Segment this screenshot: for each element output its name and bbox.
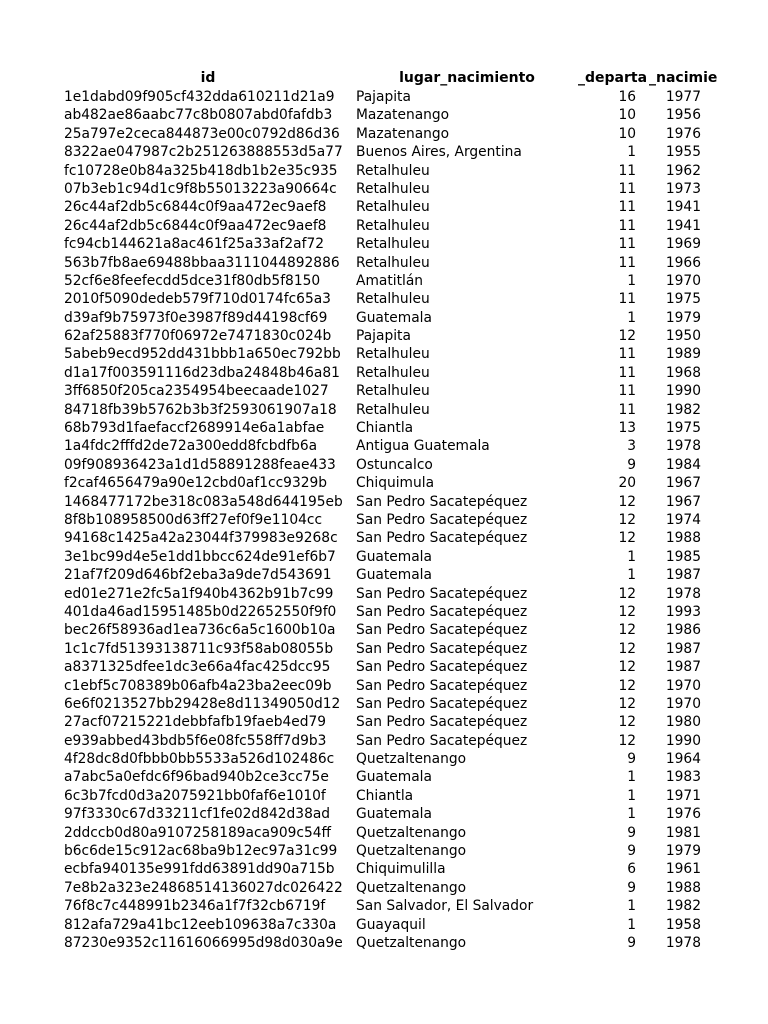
cell-lugar-nacimiento: Quetzaltenango: [356, 843, 467, 860]
table-row: [0, 382, 768, 400]
cell-departamento: 1: [627, 567, 636, 584]
table-row: [0, 677, 768, 695]
cell-lugar-nacimiento: San Pedro Sacatepéquez: [356, 640, 528, 657]
table-row: [0, 842, 768, 860]
cell-nacimiento: 1980: [665, 714, 701, 731]
column-header-departamento: _departa: [578, 70, 648, 86]
table-row: [0, 364, 768, 382]
table-row: [0, 272, 768, 290]
cell-id: 1468477172be318c083a548d644195eb: [64, 493, 343, 510]
table-row: [0, 787, 768, 805]
cell-id: 09f908936423a1d1d58891288feae433: [64, 456, 336, 473]
cell-departamento: 9: [627, 934, 636, 951]
cell-lugar-nacimiento: San Pedro Sacatepéquez: [356, 530, 528, 547]
cell-departamento: 11: [618, 364, 636, 381]
table-row: [0, 217, 768, 235]
cell-nacimiento: 1978: [665, 934, 701, 951]
cell-id: 07b3eb1c94d1c9f8b55013223a90664c: [64, 180, 337, 197]
cell-nacimiento: 1976: [665, 806, 701, 823]
cell-nacimiento: 1978: [665, 438, 701, 455]
cell-departamento: 12: [618, 493, 636, 510]
table-row: [0, 327, 768, 345]
cell-lugar-nacimiento: Pajapita: [356, 328, 411, 345]
cell-nacimiento: 1987: [665, 640, 701, 657]
cell-id: c1ebf5c708389b06afb4a23ba2eec09b: [64, 677, 332, 694]
table-row: [0, 916, 768, 934]
cell-id: 5abeb9ecd952dd431bbb1a650ec792bb: [64, 346, 341, 363]
cell-id: 6e6f0213527bb29428e8d11349050d12: [64, 695, 341, 712]
cell-id: 2010f5090dedeb579f710d0174fc65a3: [64, 291, 331, 308]
cell-departamento: 12: [618, 622, 636, 639]
table-row: [0, 198, 768, 216]
cell-nacimiento: 1993: [665, 603, 701, 620]
cell-lugar-nacimiento: San Salvador, El Salvador: [356, 898, 534, 915]
cell-id: 68b793d1faefaccf2689914e6a1abfae: [64, 420, 325, 437]
table-row: [0, 493, 768, 511]
cell-id: 26c44af2db5c6844c0f9aa472ec9aef8: [64, 217, 327, 234]
table-row: [0, 309, 768, 327]
cell-nacimiento: 1974: [665, 511, 701, 528]
cell-departamento: 11: [618, 217, 636, 234]
cell-id: f2caf4656479a90e12cbd0af1cc9329b: [64, 475, 328, 492]
cell-nacimiento: 1967: [665, 475, 701, 492]
cell-departamento: 12: [618, 511, 636, 528]
cell-nacimiento: 1962: [665, 162, 701, 179]
table-row: [0, 548, 768, 566]
column-header-nacimiento: _nacimie: [649, 70, 718, 86]
cell-lugar-nacimiento: Retalhuleu: [356, 383, 430, 400]
table-row: [0, 603, 768, 621]
cell-departamento: 11: [618, 236, 636, 253]
cell-lugar-nacimiento: Retalhuleu: [356, 291, 430, 308]
cell-id: bec26f58936ad1ea736c6a5c1600b10a: [64, 622, 336, 639]
table-row: [0, 437, 768, 455]
cell-departamento: 11: [618, 180, 636, 197]
cell-departamento: 9: [627, 824, 636, 841]
cell-lugar-nacimiento: San Pedro Sacatepéquez: [356, 695, 528, 712]
cell-id: 6c3b7fcd0d3a2075921bb0faf6e1010f: [64, 787, 326, 804]
cell-id: fc10728e0b84a325b418db1b2e35c935: [64, 162, 338, 179]
cell-id: 7e8b2a323e24868514136027dc026422: [64, 879, 343, 896]
cell-nacimiento: 1967: [665, 493, 701, 510]
cell-lugar-nacimiento: San Pedro Sacatepéquez: [356, 622, 528, 639]
cell-id: 8f8b108958500d63ff27ef0f9e1104cc: [64, 511, 323, 528]
table-row: [0, 585, 768, 603]
cell-departamento: 1: [627, 916, 636, 933]
cell-nacimiento: 1977: [665, 89, 701, 105]
table-row: [0, 621, 768, 639]
table-row: [0, 713, 768, 731]
table-row: [0, 419, 768, 437]
cell-id: 87230e9352c11616066995d98d030a9e: [64, 934, 343, 951]
cell-departamento: 20: [618, 475, 636, 492]
cell-id: 62af25883f770f06972e7471830c024b: [64, 328, 332, 345]
cell-id: 812afa729a41bc12eeb109638a7c330a: [64, 916, 337, 933]
table-row: [0, 456, 768, 474]
cell-lugar-nacimiento: Chiquimulilla: [356, 861, 446, 878]
table-row: [0, 897, 768, 915]
table-row: [0, 640, 768, 658]
cell-id: 76f8c7c448991b2346a1f7f32cb6719f: [64, 898, 326, 915]
cell-lugar-nacimiento: Buenos Aires, Argentina: [356, 144, 522, 161]
cell-departamento: 12: [618, 677, 636, 694]
cell-departamento: 9: [627, 879, 636, 896]
table-row: [0, 768, 768, 786]
cell-nacimiento: 1966: [665, 254, 701, 271]
table-row: [0, 290, 768, 308]
table-row: [0, 805, 768, 823]
table-row: [0, 511, 768, 529]
cell-lugar-nacimiento: San Pedro Sacatepéquez: [356, 714, 528, 731]
cell-lugar-nacimiento: San Pedro Sacatepéquez: [356, 732, 528, 749]
cell-id: 2ddccb0d80a9107258189aca909c54ff: [64, 824, 332, 841]
cell-nacimiento: 1990: [665, 732, 701, 749]
cell-departamento: 10: [618, 107, 636, 124]
cell-id: ed01e271e2fc5a1f940b4362b91b7c99: [64, 585, 334, 602]
cell-id: 4f28dc8d0fbbb0bb5533a526d102486c: [64, 751, 335, 768]
cell-nacimiento: 1985: [665, 548, 701, 565]
cell-departamento: 11: [618, 291, 636, 308]
cell-id: a8371325dfee1dc3e66a4fac425dcc95: [64, 659, 331, 676]
cell-id: 3ff6850f205ca2354954beecaade1027: [64, 383, 329, 400]
cell-id: 94168c1425a42a23044f379983e9268c: [64, 530, 338, 547]
table-row: [0, 125, 768, 143]
cell-id: ecbfa940135e991fdd63891dd90a715b: [64, 861, 335, 878]
cell-id: 52cf6e8feefecdd5dce31f80db5f8150: [64, 272, 321, 289]
cell-departamento: 10: [618, 125, 636, 142]
cell-nacimiento: 1979: [665, 309, 701, 326]
cell-departamento: 11: [618, 401, 636, 418]
table-row: [0, 695, 768, 713]
cell-id: 84718fb39b5762b3b3f2593061907a18: [64, 401, 337, 418]
cell-id: e939abbed43bdb5f6e08fc558ff7d9b3: [64, 732, 327, 749]
table-row: [0, 401, 768, 419]
cell-nacimiento: 1983: [665, 769, 701, 786]
cell-lugar-nacimiento: Retalhuleu: [356, 254, 430, 271]
table-row: [0, 88, 768, 106]
table-row: [0, 254, 768, 272]
cell-departamento: 9: [627, 456, 636, 473]
cell-id: a7abc5a0efdc6f96bad940b2ce3cc75e: [64, 769, 329, 786]
table-body: [0, 88, 768, 952]
cell-id: 97f3330c67d33211cf1fe02d842d38ad: [64, 806, 331, 823]
cell-id: d39af9b75973f0e3987f89d44198cf69: [64, 309, 328, 326]
cell-lugar-nacimiento: Mazatenango: [356, 107, 450, 124]
cell-nacimiento: 1955: [665, 144, 701, 161]
cell-id: 8322ae047987c2b251263888553d5a77: [64, 144, 343, 161]
cell-departamento: 12: [618, 640, 636, 657]
column-header-lugar-nacimiento: lugar_nacimiento: [399, 70, 535, 86]
cell-nacimiento: 1956: [665, 107, 701, 124]
cell-nacimiento: 1970: [665, 695, 701, 712]
cell-lugar-nacimiento: Quetzaltenango: [356, 824, 467, 841]
cell-nacimiento: 1950: [665, 328, 701, 345]
table-row: [0, 879, 768, 897]
cell-nacimiento: 1975: [665, 420, 701, 437]
cell-departamento: 12: [618, 603, 636, 620]
cell-nacimiento: 1981: [665, 824, 701, 841]
cell-departamento: 11: [618, 383, 636, 400]
cell-nacimiento: 1988: [665, 530, 701, 547]
cell-nacimiento: 1976: [665, 125, 701, 142]
cell-departamento: 12: [618, 732, 636, 749]
table-row: [0, 566, 768, 584]
cell-departamento: 3: [627, 438, 636, 455]
cell-departamento: 1: [627, 272, 636, 289]
cell-lugar-nacimiento: Guatemala: [356, 567, 432, 584]
cell-nacimiento: 1964: [665, 751, 701, 768]
cell-lugar-nacimiento: Retalhuleu: [356, 346, 430, 363]
cell-nacimiento: 1989: [665, 346, 701, 363]
table-row: [0, 732, 768, 750]
cell-departamento: 12: [618, 585, 636, 602]
cell-departamento: 11: [618, 254, 636, 271]
cell-id: d1a17f003591116d23dba24848b46a81: [64, 364, 340, 381]
cell-lugar-nacimiento: San Pedro Sacatepéquez: [356, 659, 528, 676]
cell-lugar-nacimiento: Mazatenango: [356, 125, 450, 142]
cell-id: 21af7f209d646bf2eba3a9de7d543691: [64, 567, 332, 584]
cell-lugar-nacimiento: Guatemala: [356, 309, 432, 326]
cell-id: 1e1dabd09f905cf432dda610211d21a9: [64, 89, 335, 105]
cell-departamento: 1: [627, 806, 636, 823]
cell-lugar-nacimiento: San Pedro Sacatepéquez: [356, 603, 528, 620]
cell-nacimiento: 1961: [665, 861, 701, 878]
cell-departamento: 1: [627, 787, 636, 804]
cell-lugar-nacimiento: Guatemala: [356, 806, 432, 823]
cell-lugar-nacimiento: Chiantla: [356, 787, 414, 804]
cell-nacimiento: 1988: [665, 879, 701, 896]
cell-lugar-nacimiento: Quetzaltenango: [356, 751, 467, 768]
cell-lugar-nacimiento: Retalhuleu: [356, 217, 430, 234]
cell-lugar-nacimiento: Guayaquil: [356, 916, 426, 933]
cell-nacimiento: 1987: [665, 659, 701, 676]
table-row: [0, 180, 768, 198]
table-row: [0, 162, 768, 180]
table-row: [0, 750, 768, 768]
cell-departamento: 1: [627, 144, 636, 161]
cell-id: b6c6de15c912ac68ba9b12ec97a31c99: [64, 843, 338, 860]
table-row: [0, 529, 768, 547]
table-row: [0, 345, 768, 363]
cell-nacimiento: 1990: [665, 383, 701, 400]
cell-id: ab482ae86aabc77c8b0807abd0fafdb3: [64, 107, 333, 124]
cell-departamento: 1: [627, 769, 636, 786]
cell-id: 26c44af2db5c6844c0f9aa472ec9aef8: [64, 199, 327, 216]
cell-lugar-nacimiento: Chiquimula: [356, 475, 435, 492]
cell-nacimiento: 1982: [665, 401, 701, 418]
cell-departamento: 13: [618, 420, 636, 437]
cell-lugar-nacimiento: Retalhuleu: [356, 199, 430, 216]
cell-departamento: 12: [618, 695, 636, 712]
cell-departamento: 9: [627, 843, 636, 860]
cell-nacimiento: 1982: [665, 898, 701, 915]
cell-lugar-nacimiento: Chiantla: [356, 420, 414, 437]
cell-nacimiento: 1979: [665, 843, 701, 860]
cell-departamento: 1: [627, 548, 636, 565]
column-header-id: id: [200, 70, 216, 86]
table-row: [0, 658, 768, 676]
cell-lugar-nacimiento: Antigua Guatemala: [356, 438, 490, 455]
cell-lugar-nacimiento: Pajapita: [356, 89, 411, 105]
cell-nacimiento: 1958: [665, 916, 701, 933]
cell-id: fc94cb144621a8ac461f25a33af2af72: [64, 236, 324, 253]
cell-lugar-nacimiento: San Pedro Sacatepéquez: [356, 677, 528, 694]
table-row: [0, 934, 768, 952]
cell-nacimiento: 1973: [665, 180, 701, 197]
cell-nacimiento: 1975: [665, 291, 701, 308]
cell-lugar-nacimiento: San Pedro Sacatepéquez: [356, 511, 528, 528]
table-row: [0, 106, 768, 124]
cell-nacimiento: 1978: [665, 585, 701, 602]
cell-departamento: 12: [618, 714, 636, 731]
cell-id: 401da46ad15951485b0d22652550f9f0: [64, 603, 337, 620]
cell-departamento: 11: [618, 346, 636, 363]
table-row: [0, 235, 768, 253]
cell-departamento: 11: [618, 199, 636, 216]
table-row: [0, 143, 768, 161]
cell-id: 1c1c7fd51393138711c93f58ab08055b: [64, 640, 334, 657]
cell-lugar-nacimiento: Quetzaltenango: [356, 879, 467, 896]
cell-departamento: 12: [618, 659, 636, 676]
cell-lugar-nacimiento: Amatitlán: [356, 272, 424, 289]
cell-nacimiento: 1941: [665, 217, 701, 234]
cell-lugar-nacimiento: Retalhuleu: [356, 162, 430, 179]
cell-nacimiento: 1941: [665, 199, 701, 216]
cell-lugar-nacimiento: Ostuncalco: [356, 456, 433, 473]
cell-id: 27acf07215221debbfafb19faeb4ed79: [64, 714, 327, 731]
cell-lugar-nacimiento: Quetzaltenango: [356, 934, 467, 951]
cell-nacimiento: 1984: [665, 456, 701, 473]
cell-departamento: 1: [627, 309, 636, 326]
cell-departamento: 16: [618, 89, 636, 105]
table-row: [0, 474, 768, 492]
cell-lugar-nacimiento: Retalhuleu: [356, 236, 430, 253]
cell-lugar-nacimiento: San Pedro Sacatepéquez: [356, 585, 528, 602]
cell-lugar-nacimiento: San Pedro Sacatepéquez: [356, 493, 528, 510]
cell-id: 1a4fdc2fffd2de72a300edd8fcbdfb6a: [64, 438, 318, 455]
cell-departamento: 11: [618, 162, 636, 179]
cell-departamento: 9: [627, 751, 636, 768]
cell-lugar-nacimiento: Retalhuleu: [356, 364, 430, 381]
cell-id: 563b7fb8ae69488bbaa3111044892886: [64, 254, 340, 271]
cell-departamento: 6: [627, 861, 636, 878]
table-row: [0, 860, 768, 878]
cell-id: 25a797e2ceca844873e00c0792d86d36: [64, 125, 340, 142]
cell-nacimiento: 1970: [665, 272, 701, 289]
cell-departamento: 12: [618, 530, 636, 547]
cell-lugar-nacimiento: Guatemala: [356, 769, 432, 786]
cell-lugar-nacimiento: Retalhuleu: [356, 401, 430, 418]
cell-id: 3e1bc99d4e5e1dd1bbcc624de91ef6b7: [64, 548, 336, 565]
cell-nacimiento: 1987: [665, 567, 701, 584]
cell-nacimiento: 1971: [665, 787, 701, 804]
cell-lugar-nacimiento: Retalhuleu: [356, 180, 430, 197]
cell-departamento: 12: [618, 328, 636, 345]
cell-departamento: 1: [627, 898, 636, 915]
cell-lugar-nacimiento: Guatemala: [356, 548, 432, 565]
cell-nacimiento: 1986: [665, 622, 701, 639]
cell-nacimiento: 1968: [665, 364, 701, 381]
cell-nacimiento: 1969: [665, 236, 701, 253]
cell-nacimiento: 1970: [665, 677, 701, 694]
table-row: [0, 824, 768, 842]
